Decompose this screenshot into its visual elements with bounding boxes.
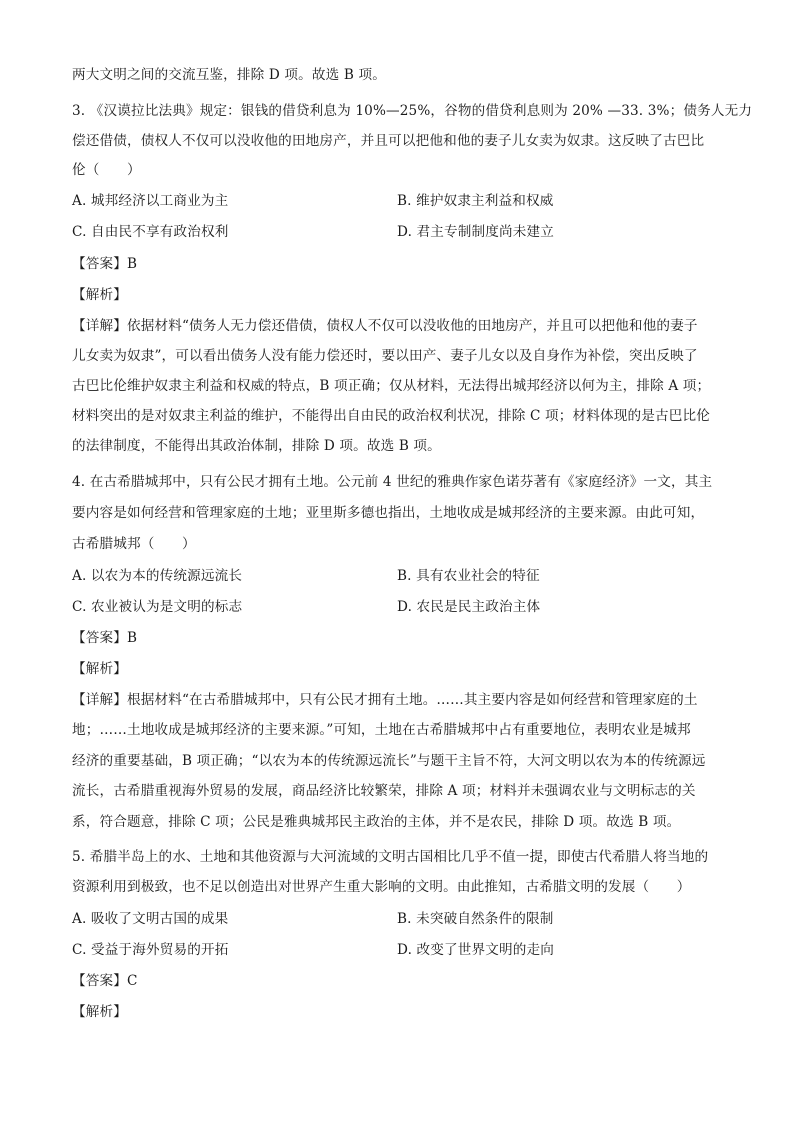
q4-option-b: B. 具有农业社会的特征 [397, 568, 540, 584]
q4-analysis-label: 【解析】 [72, 661, 127, 677]
q5-option-c: C. 受益于海外贸易的开拓 [72, 942, 229, 958]
q4-detail-line: 地；……土地收成是城邦经济的主要来源。”可知，土地在古希腊城邦中占有重要地位，表明农业是城邦 [72, 722, 691, 738]
q3-detail-line: 材料突出的是对奴隶主利益的维护，不能得出自由民的政治权利状况，排除 C 项；材料体现的是古巴比伦 [72, 408, 710, 424]
q4-answer: 【答案】B [72, 630, 138, 646]
q5-stem-line: 5. 希腊半岛上的水、土地和其他资源与大河流域的文明古国相比几乎不值一提，即使古代希腊人将当地的 [72, 849, 709, 865]
q4-stem-line: 要内容是如何经营和管理家庭的土地；亚里斯多德也指出，土地收成是城邦经济的主要来源。由此可知， [72, 505, 705, 521]
q4-stem-line: 古希腊城邦（ ） [72, 536, 196, 552]
q3-detail-line: 的法律制度，不能得出其政治体制，排除 D 项。故选 B 项。 [72, 438, 441, 454]
q3-stem-line: 3. 《汉谟拉比法典》规定：银钱的借贷利息为 10%—25%，谷物的借贷利息则为 20% —33. 3%；债务人无力 [72, 103, 753, 119]
q4-detail-line: 经济的重要基础，B 项正确；“以农为本的传统源远流长”与题干主旨不符，大河文明以农为本的传统源远 [72, 753, 706, 769]
q4-option-c: C. 农业被认为是文明的标志 [72, 599, 243, 615]
q3-detail-line: 【详解】依据材料“债务人无力偿还借债，债权人不仅可以没收他的田地房产，并且可以把他和他的妻子 [72, 318, 698, 334]
q5-option-b: B. 未突破自然条件的限制 [397, 911, 554, 927]
q4-detail-line: 流长，古希腊重视海外贸易的发展，商品经济比较繁荣，排除 A 项；材料并未强调农业与文明标志的关 [72, 783, 696, 799]
q5-option-a: A. 吸收了文明古国的成果 [72, 911, 229, 927]
q3-answer: 【答案】B [72, 256, 138, 272]
q5-option-d: D. 改变了世界文明的走向 [397, 942, 554, 958]
q3-detail-line: 古巴比伦维护奴隶主利益和权威的特点，B 项正确；仅从材料，无法得出城邦经济以何为主，排除 A 项； [72, 378, 711, 394]
q3-stem-line: 偿还借债，债权人不仅可以没收他的田地房产，并且可以把他和他的妻子儿女卖为奴隶。这反映了古巴比 [72, 133, 705, 149]
q3-stem-line: 伦（ ） [72, 162, 141, 178]
q3-option-a: A. 城邦经济以工商业为主 [72, 193, 229, 209]
q3-option-b: B. 维护奴隶主利益和权威 [397, 193, 554, 209]
q4-detail-line: 系，符合题意，排除 C 项；公民是雅典城邦民主政治的主体，并不是农民，排除 D 项。故选 B 项。 [72, 814, 681, 830]
q5-analysis-label: 【解析】 [72, 1004, 127, 1020]
q5-stem-line: 资源利用到极致，也不足以创造出对世界产生重大影响的文明。由此推知，古希腊文明的发展（ ） [72, 879, 691, 895]
q4-option-d: D. 农民是民主政治主体 [397, 599, 541, 615]
q3-option-c: C. 自由民不享有政治权利 [72, 224, 229, 240]
q3-analysis-label: 【解析】 [72, 287, 127, 303]
q3-option-d: D. 君主专制制度尚未建立 [397, 224, 554, 240]
q5-answer: 【答案】C [72, 973, 138, 989]
text-line: 两大文明之间的交流互鉴，排除 D 项。故选 B 项。 [72, 67, 386, 83]
q4-stem-line: 4. 在古希腊城邦中，只有公民才拥有土地。公元前 4 世纪的雅典作家色诺芬著有《家庭经济》一文，其主 [72, 474, 713, 490]
q3-detail-line: 儿女卖为奴隶”，可以看出债务人没有能力偿还时，要以田产、妻子儿女以及自身作为补偿，突出反映了 [72, 348, 698, 364]
q4-option-a: A. 以农为本的传统源远流长 [72, 568, 243, 584]
q4-detail-line: 【详解】根据材料“在古希腊城邦中，只有公民才拥有土地。……其主要内容是如何经营和管理家庭的土 [72, 692, 698, 708]
